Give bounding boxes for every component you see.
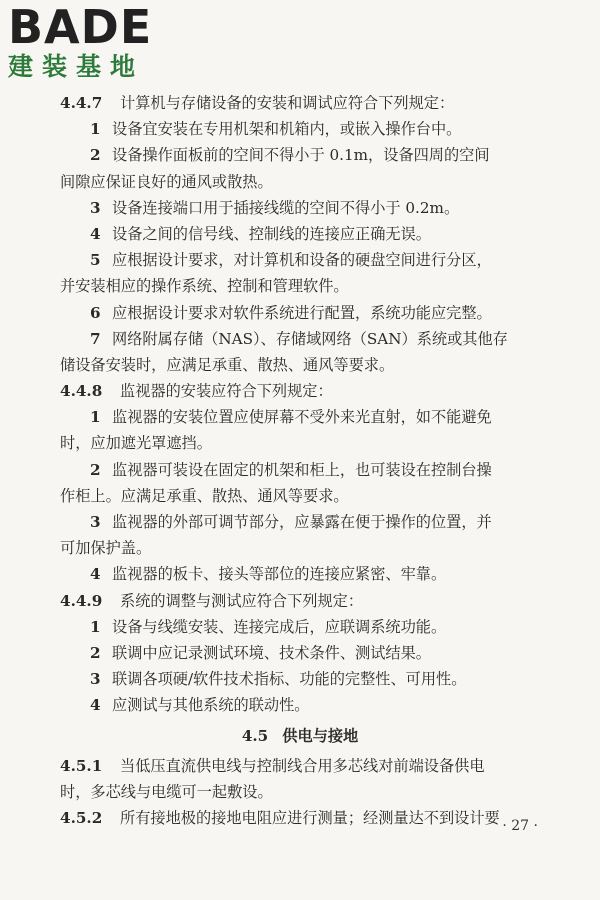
continuation-line [60, 483, 540, 509]
clause-number: 4 [90, 696, 101, 715]
line-text: 监视器可装设在固定的机架和柜上，也可装设在控制台操 [112, 460, 492, 479]
list-item [60, 300, 540, 326]
clause-number: 4.4.9 [60, 591, 103, 610]
clause-number: 7 [90, 329, 101, 348]
list-item [60, 195, 540, 221]
clause-number: 3 [90, 513, 101, 531]
line-text: 当低压直流供电线与控制线合用多芯线对前端设备供电 [120, 756, 485, 775]
clause-number: 3 [90, 198, 101, 217]
line-text: 联调中应记录测试环境、技术条件、测试结果。 [112, 643, 431, 662]
line-text: 监视器的外部可调节部分，应暴露在便于操作的位置，并 [112, 513, 492, 531]
continuation-line [60, 273, 540, 299]
clause-number: 4.5.1 [60, 756, 103, 775]
clause-number: 1 [90, 408, 101, 427]
clause-number: 4.5 [241, 726, 269, 745]
publisher-logo [8, 0, 178, 82]
list-item [60, 666, 540, 692]
line-text: 联调各项硬/软件技术指标、功能的完整性、可用性。 [112, 670, 467, 689]
line-text: 供电与接地 [282, 726, 359, 745]
list-item [60, 247, 540, 273]
line-text: 应测试与其他系统的联动性。 [112, 696, 310, 715]
line-text: 作柜上。应满足承重、散热、通风等要求。 [60, 486, 349, 505]
clause-number: 4 [90, 565, 101, 584]
clause-line [60, 378, 540, 404]
list-item [60, 640, 540, 666]
clause-number: 4.5.2 [60, 809, 103, 828]
line-text: 间隙应保证良好的通风或散热。 [60, 172, 273, 191]
continuation-line [60, 430, 540, 456]
continuation-line [60, 779, 540, 805]
line-text: 可加保护盖。 [60, 539, 152, 558]
line-text: 设备与线缆安装、连接完成后，应联调系统功能。 [112, 617, 447, 636]
line-text: 网络附属存储（NAS）、存储域网络（SAN）系统或其他存 [112, 329, 508, 348]
line-text: 设备连接端口用于插接线缆的空间不得小于 0.2m。 [112, 198, 460, 217]
line-text: 监视器的安装应符合下列规定： [120, 382, 333, 401]
document-body [60, 90, 540, 831]
logo-wordmark: BADE [8, 0, 153, 54]
page-number: · 27 · [502, 818, 538, 834]
list-item [60, 692, 540, 718]
clause-number: 4.4.8 [60, 382, 103, 401]
continuation-line [60, 352, 540, 378]
clause-number: 4.4.7 [60, 94, 103, 112]
line-text: 时，多芯线与电缆可一起敷设。 [60, 782, 273, 801]
list-item [60, 614, 540, 640]
line-text: 设备宜安装在专用机架和机箱内，或嵌入操作台中。 [112, 120, 462, 139]
line-text: 应根据设计要求对软件系统进行配置，系统功能应完整。 [112, 303, 492, 322]
clause-number: 2 [90, 146, 101, 165]
list-item [60, 142, 540, 168]
clause-number: 3 [90, 670, 101, 689]
list-item [60, 457, 540, 483]
clause-line [60, 588, 540, 614]
list-item [60, 326, 540, 352]
line-text: 监视器的板卡、接头等部位的连接应紧密、牢靠。 [112, 565, 447, 584]
line-text: 计算机与存储设备的安装和调试应符合下列规定： [120, 94, 455, 112]
clause-number: 4 [90, 224, 101, 243]
clause-number: 1 [90, 617, 101, 636]
line-text: 所有接地极的接地电阻应进行测量；经测量达不到设计要 [120, 809, 500, 828]
line-text: 设备操作面板前的空间不得小于 0.1m，设备四周的空间 [112, 146, 490, 165]
line-text: 并安装相应的操作系统、控制和管理软件。 [60, 277, 349, 296]
list-item [60, 221, 540, 247]
line-text: 应根据设计要求，对计算机和设备的硬盘空间进行分区， [112, 251, 492, 270]
list-item [60, 404, 540, 430]
list-item [60, 509, 540, 535]
line-text: 储设备安装时，应满足承重、散热、通风等要求。 [60, 355, 395, 374]
line-text: 系统的调整与测试应符合下列规定： [120, 591, 363, 610]
line-text: 设备之间的信号线、控制线的连接应正确无误。 [112, 224, 431, 243]
clause-number: 2 [90, 643, 101, 662]
clause-number: 6 [90, 303, 101, 322]
line-text: 时，应加遮光罩遮挡。 [60, 434, 212, 453]
clause-number: 5 [90, 251, 101, 270]
clause-line [60, 805, 540, 831]
continuation-line [60, 169, 540, 195]
clause-line [60, 753, 540, 779]
clause-number: 2 [90, 460, 101, 479]
clause-line [60, 90, 540, 116]
list-item [60, 561, 540, 587]
continuation-line [60, 535, 540, 561]
clause-number: 1 [90, 120, 101, 139]
line-text: 监视器的安装位置应使屏幕不受外来光直射，如不能避免 [112, 408, 492, 427]
section-heading [60, 723, 540, 749]
list-item [60, 116, 540, 142]
logo-subtitle: 建装基地 [8, 52, 145, 81]
